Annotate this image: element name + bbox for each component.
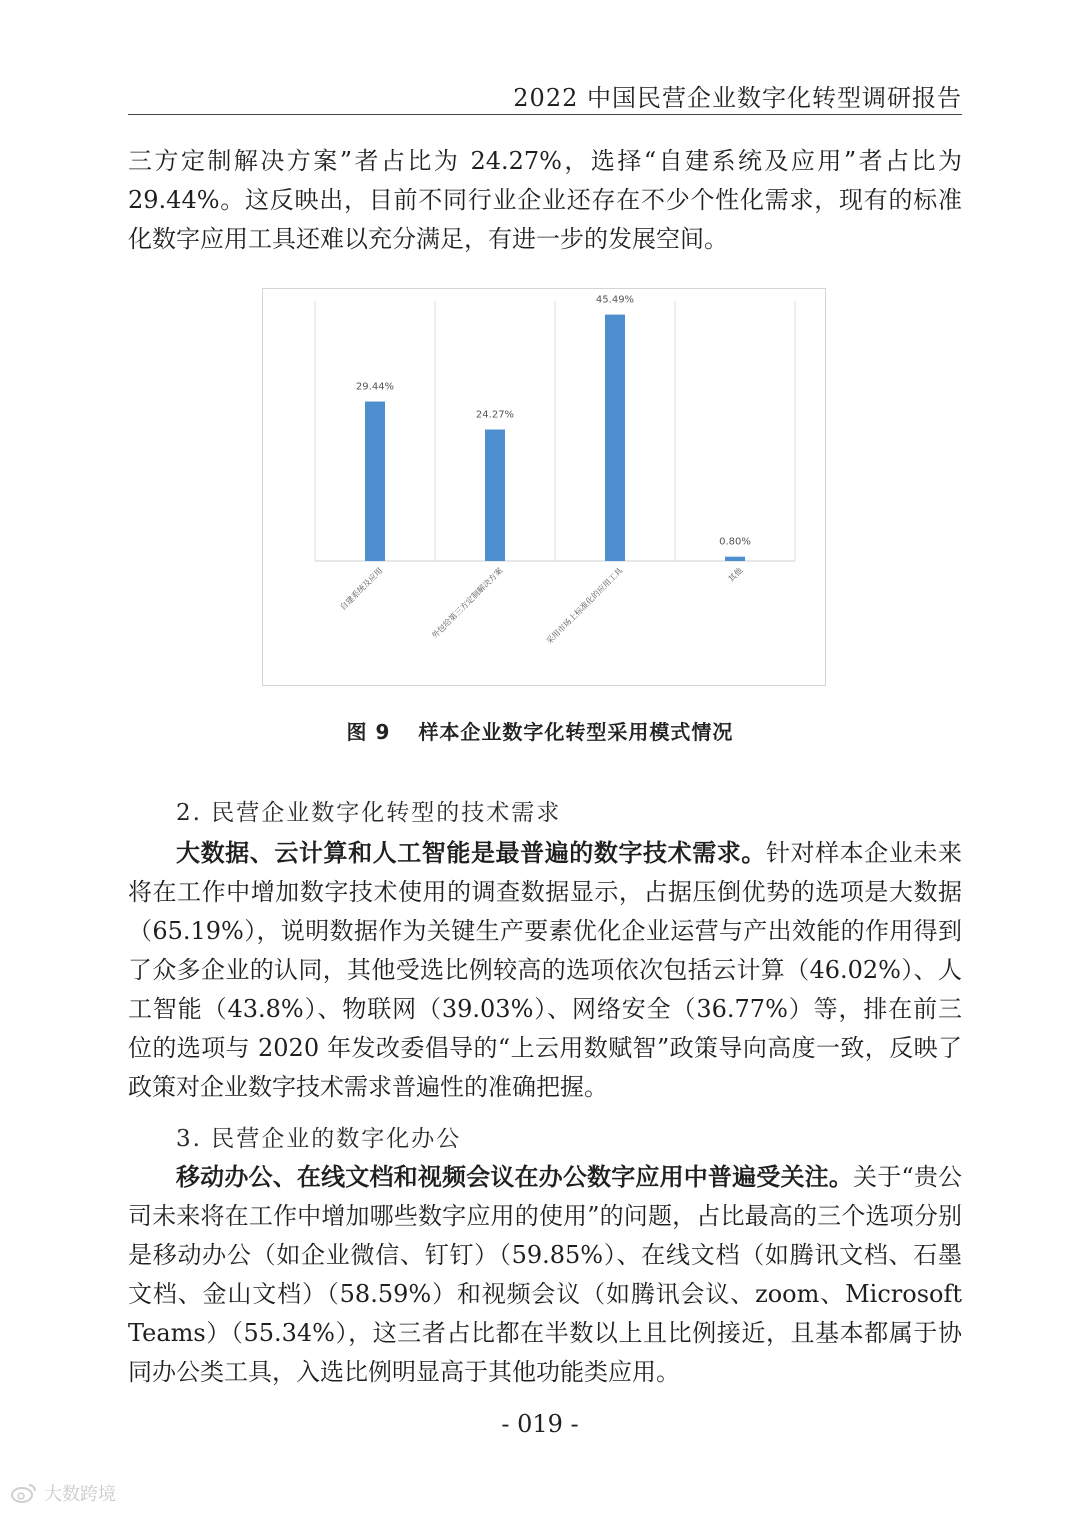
bar-value-label: 45.49% <box>595 294 635 306</box>
watermark-text: 大数跨境 <box>44 1484 116 1505</box>
watermark <box>10 1480 116 1506</box>
bar <box>365 402 385 561</box>
figure-caption <box>0 716 1080 745</box>
category-tick-label: 自建系统及应用 <box>338 566 385 613</box>
figure-caption-text: 样本企业数字化转型采用模式情况 <box>418 720 734 744</box>
bar-value-label: 24.27% <box>475 409 515 421</box>
section-3-body: 关于“贵公司未来将在工作中增加哪些数字应用的使用”的问题，占比最高的三个选项分别是移动办公（如企业微信、钉钉）（59.85%）、在线文档（如腾讯文档、石墨文档、金山文档）（58.59%）和视频会议（如腾讯会议、zoom、Microsoft Teams）（55.34%），这三者占比都在半数以上且比例接近，且基本都属于协同办公类工具，入选比例明显高于其他功能类应用。 <box>128 1163 962 1386</box>
chart-canvas <box>263 289 824 684</box>
category-tick-label: 采用市场上标准化的应用工具 <box>544 566 625 646</box>
category-tick-label: 外包给第三方定制解决方案 <box>430 566 505 641</box>
page-number: - 019 - <box>501 1410 579 1438</box>
section-2-lead: 大数据、云计算和人工智能是最普遍的数字技术需求。 <box>176 839 766 867</box>
section-2-paragraph <box>128 834 962 1107</box>
category-tick-label: 其他 <box>726 566 745 584</box>
weibo-logo-icon <box>10 1482 38 1504</box>
running-header: 2022 中国民营企业数字化转型调研报告 <box>513 84 962 112</box>
intro-paragraph: 三方定制解决方案”者占比为 24.27%，选择“自建系统及应用”者占比为 29.44%。这反映出，目前不同行业企业还存在不少个性化需求，现有的标准化数字应用工具还难以充分满足，有进一步的发展空间。 <box>128 147 962 253</box>
section-3-paragraph <box>128 1158 962 1392</box>
section-3-lead: 移动办公、在线文档和视频会议在办公数字应用中普遍受关注。 <box>176 1163 854 1191</box>
bar-chart <box>262 288 826 686</box>
section-3-heading: 3. 民营企业的数字化办公 <box>176 1126 462 1152</box>
bar <box>485 430 505 561</box>
bar-value-label: 0.80% <box>719 536 751 548</box>
bar-value-label: 29.44% <box>355 381 395 393</box>
bar <box>605 315 625 561</box>
section-2-heading: 2. 民营企业数字化转型的技术需求 <box>176 800 562 826</box>
section-2-body: 针对样本企业未来将在工作中增加数字技术使用的调查数据显示，占据压倒优势的选项是大数据（65.19%），说明数据作为关键生产要素优化企业运营与产出效能的作用得到了众多企业的认同，其他受选比例较高的选项依次包括云计算（46.02%）、人工智能（43.8%）、物联网（39.03%）、网络安全（36.77%）等，排在前三位的选项与 2020 年发改委倡导的“上云用数赋智”政策导向高度一致，反映了政策对企业数字技术需求普遍性的准确把握。 <box>128 839 963 1101</box>
bar <box>725 557 745 561</box>
figure-number: 图 9 <box>346 720 391 744</box>
header-rule <box>128 114 962 115</box>
